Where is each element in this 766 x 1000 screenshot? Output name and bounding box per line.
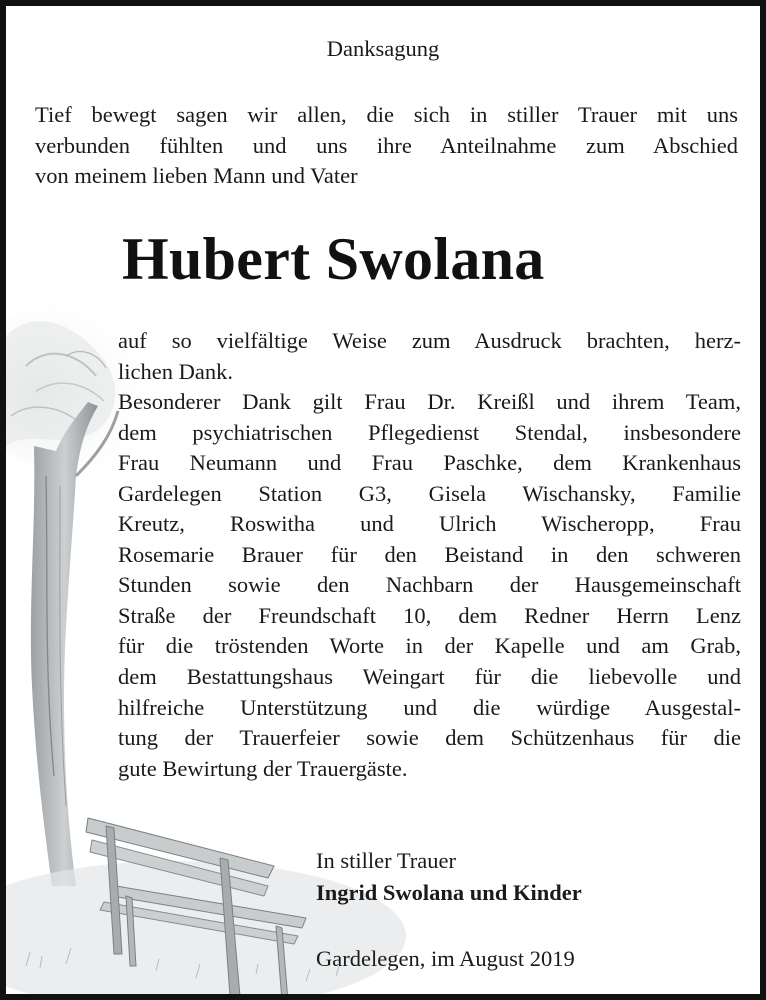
- page-title: Danksagung: [326, 36, 440, 61]
- thanks-paragraph: [118, 326, 741, 784]
- deceased-name: Hubert Swolana: [122, 226, 545, 292]
- place-and-date: Gardelegen, im August 2019: [316, 946, 575, 971]
- body-line: auf so vielfältige Weise zum Ausdruck brachten, herz-: [118, 328, 741, 353]
- intro-paragraph: [35, 100, 738, 192]
- intro-line: verbunden fühlten und uns ihre Anteilnahme zum Abschied: [35, 132, 738, 158]
- signers: Ingrid Swolana und Kinder: [316, 880, 582, 905]
- body-line: Stunden sowie den Nachbarn der Hausgemeinschaft: [118, 572, 741, 598]
- body-line: Gardelegen Station G3, Gisela Wischansky, Familie: [118, 480, 741, 506]
- body-line: dem Bestattungshaus Weingart für die liebevolle und: [118, 664, 741, 690]
- body-line: für die tröstenden Worte in der Kapelle und am Grab,: [118, 633, 741, 659]
- body-line: Kreutz, Roswitha und Ulrich Wischeropp, Frau: [118, 511, 741, 537]
- intro-line: von meinem lieben Mann und Vater: [35, 163, 358, 189]
- body-line: tung der Trauerfeier sowie dem Schützenhaus für die: [118, 725, 741, 751]
- body-line: Besonderer Dank gilt Frau Dr. Kreißl und ihrem Team,: [118, 389, 741, 415]
- body-line: lichen Dank.: [118, 358, 233, 384]
- closing-block: [316, 846, 582, 974]
- tree-trunk: [31, 402, 118, 886]
- body-line: dem psychiatrischen Pflegedienst Stendal, insbesondere: [118, 419, 741, 445]
- body-line: gute Bewirtung der Trauergäste.: [118, 755, 408, 781]
- intro-line: Tief bewegt sagen wir allen, die sich in stiller Trauer mit uns: [35, 102, 738, 127]
- body-line: hilfreiche Unterstützung und die würdige Ausgestal-: [118, 694, 741, 720]
- mourning-line: In stiller Trauer: [316, 848, 456, 873]
- body-line: Frau Neumann und Frau Paschke, dem Krankenhaus: [118, 450, 741, 476]
- body-line: Rosemarie Brauer für den Beistand in den schweren: [118, 541, 741, 567]
- body-line: Straße der Freundschaft 10, dem Redner Herrn Lenz: [118, 602, 741, 628]
